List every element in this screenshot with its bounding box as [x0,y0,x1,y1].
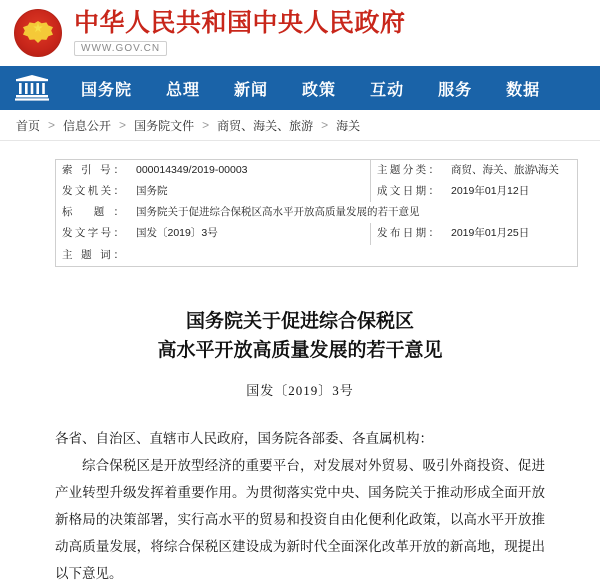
meta-value-issuer: 国务院 [136,185,168,198]
meta-value-doc-number: 国发〔2019〕3号 [136,227,218,240]
meta-label-issuer: 发文机关： [62,185,124,198]
breadcrumb-item-4[interactable]: 海关 [336,118,361,133]
nav-item-3[interactable]: 政策 [302,81,337,99]
document-salutation: 各省、自治区、直辖市人民政府，国务院各部委、各直属机构： [55,430,433,446]
nav-item-6[interactable]: 数据 [506,81,541,99]
breadcrumb-item-1[interactable]: 信息公开 [63,118,112,133]
meta-value-keywords [130,245,578,267]
document-body [55,425,545,587]
meta-label-written-date: 成文日期： [371,181,446,202]
meta-label-doc-number: 发文字号： [62,227,124,240]
document-title-line-2: 高水平开放高质量发展的若干意见 [157,340,443,362]
breadcrumb-separator: > [202,118,210,132]
national-emblem-icon [14,9,62,57]
meta-value-category: 商贸、海关、旅游\海关 [451,164,559,176]
document-area [0,141,600,587]
document-paragraph-1: 综合保税区是开放型经济的重要平台，对发展对外贸易、吸引外商投资、促进产业转型升级发挥着重要作用。为贯彻落实党中央、国务院关于推动形成全面开放新格局的决策部署，实行高水平的贸易和投资自由化便利化政策，以高水平开放推动高质量发展，将综合保税区建设成为新时代全面深化改革开放的新高地，现提出以下意见。 [55,457,545,581]
table-row [56,223,578,244]
meta-label-title: 标 题： [62,206,124,219]
document-title-line-1: 国务院关于促进综合保税区 [185,310,414,332]
nav-item-1[interactable]: 总理 [166,81,201,99]
breadcrumb-item-3[interactable]: 商贸、海关、旅游 [217,118,314,133]
document-metadata-table [55,159,578,267]
site-header [0,0,600,66]
document-title [55,307,545,366]
meta-label-keywords: 主 题 词： [62,248,124,261]
main-navigation [0,66,600,110]
nav-item-2[interactable]: 新闻 [234,81,269,99]
table-row [56,181,578,202]
meta-label-publish-date: 发布日期： [371,223,446,244]
table-row [56,160,578,182]
meta-label-category: 主题分类： [371,160,446,182]
page-title: 中华人民共和国中央人民政府 [74,9,406,37]
nav-item-4[interactable]: 互动 [370,81,405,99]
breadcrumb [0,110,600,141]
meta-value-publish-date: 2019年01月25日 [451,227,530,240]
nav-item-0[interactable]: 国务院 [81,81,133,99]
meta-value-index: 000014349/2019-00003 [136,164,248,176]
breadcrumb-separator: > [48,118,56,132]
breadcrumb-item-2[interactable]: 国务院文件 [134,118,195,133]
nav-item-5[interactable]: 服务 [438,81,473,99]
meta-value-title: 国务院关于促进综合保税区高水平开放高质量发展的若干意见 [136,206,420,219]
breadcrumb-item-0[interactable]: 首页 [16,118,41,133]
meta-label-index: 索 引 号： [62,164,124,176]
site-domain-label: WWW.GOV.CN [74,41,167,56]
table-row [56,202,578,223]
breadcrumb-separator: > [119,118,127,132]
government-building-icon[interactable] [0,66,64,110]
breadcrumb-separator: > [321,118,329,132]
document-number: 国发〔2019〕3号 [246,382,354,398]
meta-value-written-date: 2019年01月12日 [451,185,530,198]
table-row [56,245,578,267]
